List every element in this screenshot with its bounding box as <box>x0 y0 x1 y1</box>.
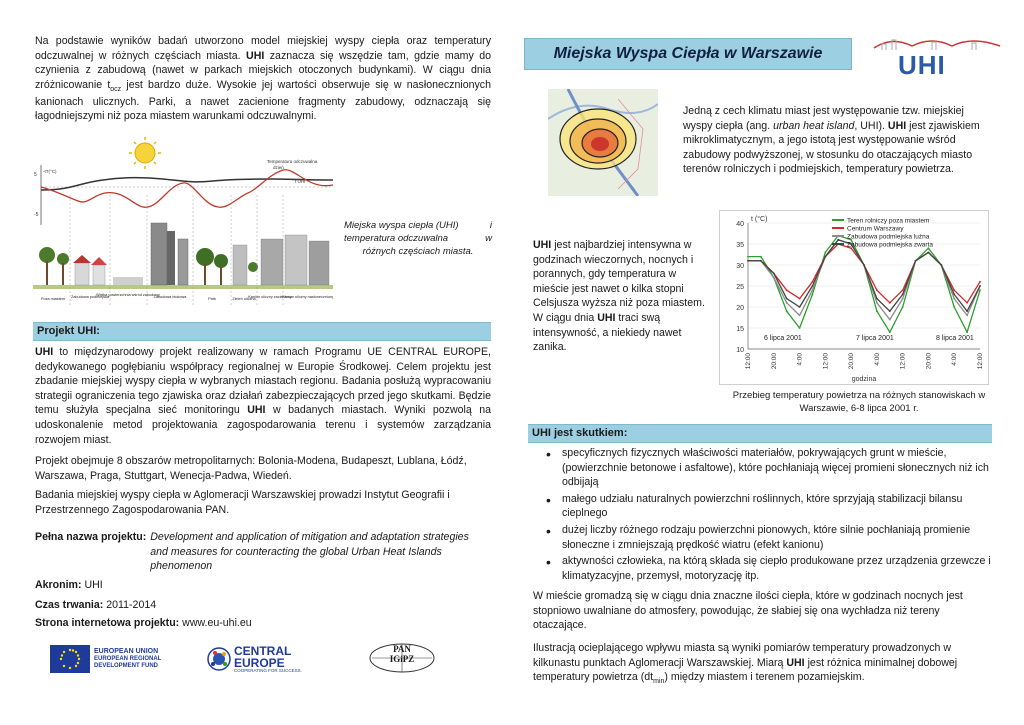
svg-text:Zabudowa blokowa: Zabudowa blokowa <box>153 295 187 299</box>
series-point <box>747 260 749 262</box>
intro-paragraph: Na podstawie wyników badań utworzono model miejskiej wyspy ciepła oraz temperatury odczuwalnej w różnych częściach miasta. UHI zaznacza się wszędzie tam, gdzie mamy do czynienia z zabudową (nawet w parkach miejskich otoczonych budynkami). W ciągu dnia zróżnicowanie $t_{ocz}$ jest bardzo duże. Wysokie jej wartości obserwuje się w nasłonecznionych kanionach ulicznych. Parki, a nawet zacienione fragmenty zabudowy, odznaczają się łagodniejszymi niż poza miastem warunkami odczuwalnymi. <box>35 35 491 123</box>
series-point <box>786 310 788 312</box>
svg-text:-tT(°C): -tT(°C) <box>43 169 57 174</box>
series-point <box>889 302 891 304</box>
effect-item: • specyficznych fizycznych właściwości materiałów, pokrywających grunt w mieście, (powierzchnie betonowe i asfaltowe), które pochłaniają więcej promieni słonecznych niż ich odbijają <box>536 446 992 490</box>
pan-logo: PAN IGiPZ <box>368 642 436 674</box>
series-point <box>889 331 891 333</box>
day-label: 7 lipca 2001 <box>856 335 894 342</box>
series-point <box>876 302 878 304</box>
x-tick-label: 12:00 <box>745 353 752 370</box>
series-point <box>953 298 955 300</box>
y-tick-label: 10 <box>736 347 744 354</box>
day-label: 6 lipca 2001 <box>764 335 802 342</box>
svg-text:dzień: dzień <box>273 165 284 170</box>
series-point <box>799 315 801 317</box>
series-point <box>979 281 981 283</box>
series-point <box>876 310 878 312</box>
series-point <box>940 264 942 266</box>
x-tick-label: 12:00 <box>899 353 907 370</box>
temperature-chart <box>719 210 989 385</box>
series-point <box>889 310 891 312</box>
series-point <box>760 256 762 258</box>
effect-item: • dużej liczby różnego rodzaju powierzchni pionowych, które silnie pochłaniają promienie słoneczne i zmniejszają prędkość wiatru (efekt kanionu) <box>536 523 992 552</box>
series-point <box>953 294 955 296</box>
x-tick-label: 20:00 <box>925 353 933 370</box>
series-point <box>773 273 775 275</box>
project-header: Projekt UHI: <box>33 322 491 341</box>
series-point <box>799 298 801 300</box>
day-label: 8 lipca 2001 <box>936 335 974 342</box>
intensity-paragraph: UHI jest najbardziej intensywna w godzinach wieczornych, nocnych i porannych, gdy temperatura w mieście jest nawet o kilka stopni Celsjusza wyższa niż poza miastem. W ciągu dnia UHI traci swą intensywność, a niekiedy nawet zanika. <box>533 239 705 354</box>
measurement-paragraph: Ilustracją ocieplającego wpływu miasta są wyniki pomiarów temperatury prowadzonych w kilkunastu punktach Aglomeracji Warszawskiej. Miarą UHI jest różnica minimalnej dobowej temperatury powietrza $(dt_{min})$ między miastem i terenem pozamiejskim. <box>533 642 958 686</box>
svg-text:Park: Park <box>208 297 216 301</box>
project-duration: Czas trwania: 2011-2014 <box>35 599 157 611</box>
series-point <box>966 310 968 312</box>
project-acronym: Akronim: UHI <box>35 579 103 591</box>
svg-text:Poza miastem: Poza miastem <box>40 297 66 301</box>
svg-text:Zieleń uliczna: Zieleń uliczna <box>232 297 256 301</box>
x-tick-label: 12:00 <box>977 353 984 370</box>
y-axis-label: t (°C) <box>751 216 768 223</box>
x-tick-label: 12:00 <box>822 353 830 370</box>
series-point <box>837 239 839 241</box>
chart-caption: Przebieg temperatury powietrza na różnych stanowiskach w Warszawie, 6-8 lipca 2001 r. <box>732 390 986 414</box>
series-point <box>747 256 749 258</box>
series-point <box>812 289 814 291</box>
y-tick-label: 20 <box>736 305 744 312</box>
series-point <box>824 256 826 258</box>
series-line <box>748 233 980 333</box>
x-tick-label: 4:00 <box>873 353 881 366</box>
legend-label: Zabudowa podmiejska zwarta <box>847 241 933 249</box>
series-point <box>773 277 775 279</box>
page-title: Miejska Wyspa Ciepła w Warszawie <box>524 38 852 70</box>
svg-text:Kanion uliczny nasłoneczniony: Kanion uliczny nasłoneczniony <box>282 295 333 299</box>
temperature-chart-svg <box>720 211 988 384</box>
series-point <box>786 302 788 304</box>
svg-text:Wielka powierzchnia wśród zabu: Wielka powierzchnia wśród zabudowy <box>96 293 160 297</box>
x-tick-label: 4:00 <box>796 353 804 366</box>
y-tick-label: 35 <box>736 242 744 249</box>
legend-label: Centrum Warszawy <box>847 225 904 233</box>
series-point <box>786 298 788 300</box>
effects-list <box>536 446 992 585</box>
series-point <box>966 302 968 304</box>
x-tick-label: 4:00 <box>951 353 959 366</box>
series-point <box>902 289 904 291</box>
legend-label: Teren rolniczy poza miastem <box>847 217 930 225</box>
x-tick-label: 20:00 <box>770 353 778 370</box>
definition-paragraph: Jedną z cech klimatu miast jest występowanie tzw. miejskiej wyspy ciepła (ang. urban heat island, UHI). UHI jest zjawiskiem mikroklimatycznym, a jego istotą jest występowanie wśród zabudowy podwyższonej, w stosunku do otaczających miasto terenów rolniczych i podmiejskich, temperatury powietrza. <box>683 105 980 176</box>
series-point <box>812 285 814 287</box>
series-point <box>812 294 814 296</box>
project-description: UHI to międzynarodowy projekt realizowany w ramach Programu UE CENTRAL EUROPE, dedykowanego pogłębianiu współpracy regionalnej w Europie Środkowej. Celem projektu jest zbadanie miejskiej wyspy ciepła w wybranych miastach regionu. Badania posłużą wypracowaniu strategii ograniczenia tego zjawiska oraz działań zabezpieczających przed jego skutkami. Będzie temu służyła specjalna sieć monitoringu UHI w badanych miastach. Wyniki pozwolą na udoskonalenie metod projektowania zagospodarowania terenu i systemów zarządzania rozwojem miast. <box>35 346 491 446</box>
legend-label: Zabudowa podmiejska luźna <box>847 233 930 241</box>
x-axis-label: godzina <box>851 376 877 383</box>
eu-logo: EUROPEAN UNION EUROPEAN REGIONAL DEVELOPMENT FUND <box>50 645 161 673</box>
svg-text:Zabudowa podmiejska: Zabudowa podmiejska <box>71 295 109 299</box>
svg-text:-5: -5 <box>34 212 39 218</box>
illustration-caption: Miejska wyspa ciepła (UHI) i temperatura odczuwalna w różnych częściach miasta. <box>344 220 492 257</box>
series-point <box>966 315 968 317</box>
series-point <box>902 306 904 308</box>
series-point <box>863 264 865 266</box>
central-europe-logo: CENTRAL EUROPE COOPERATING FOR SUCCESS. <box>207 645 302 674</box>
x-tick-label: 20:00 <box>848 353 856 370</box>
series-point <box>902 294 904 296</box>
series-point <box>953 289 955 291</box>
uhi-diagram <box>33 135 333 313</box>
y-tick-label: 15 <box>736 326 744 333</box>
effect-item: • aktywności człowieka, na którą składa się ciepło produkowane przez urządzenia grzewcze i klimatyzacyjne, przemysł, motoryzację itp. <box>536 554 992 583</box>
y-tick-label: 30 <box>736 263 744 270</box>
series-point <box>889 319 891 321</box>
series-point <box>876 298 878 300</box>
series-point <box>824 252 826 254</box>
y-tick-label: 25 <box>736 284 744 291</box>
series-point <box>786 289 788 291</box>
uhi-map <box>548 89 658 196</box>
y-tick-label: 40 <box>736 221 744 228</box>
effects-header: UHI jest skutkiem: <box>528 424 992 443</box>
series-point <box>979 289 981 291</box>
warsaw-uhi-map <box>548 89 658 196</box>
uhi-logo: UHI <box>872 34 1002 78</box>
series-point <box>812 281 814 283</box>
series-point <box>915 260 917 262</box>
series-point <box>966 331 968 333</box>
series-point <box>799 327 801 329</box>
globe-icon <box>207 647 231 671</box>
svg-text:t UHI: t UHI <box>295 179 306 184</box>
series-point <box>928 252 930 254</box>
svg-text:5: 5 <box>34 172 37 178</box>
series-point <box>953 306 955 308</box>
project-fullname: Pełna nazwa projektu: Development and application of mitigation and adaptation strategies and measures for counteracting the global Urban Heat Islands phenomenon <box>35 531 469 573</box>
eu-flag-icon <box>50 645 90 673</box>
series-point <box>876 289 878 291</box>
uhi-illustration <box>33 135 333 313</box>
series-point <box>902 298 904 300</box>
project-areas: Projekt obejmuje 8 obszarów metropolitarnych: Bolonia-Modena, Budapeszt, Lublana, Łódź, Warszawa, Praga, Stuttgart, Wenecja-Padwa, Wiedeń. <box>35 455 467 482</box>
series-point <box>760 260 762 262</box>
svg-text:Temperatura odczuwalna: Temperatura odczuwalna <box>267 159 318 164</box>
website-link[interactable]: www.eu-uhi.eu <box>182 617 252 629</box>
series-point <box>979 285 981 287</box>
project-institute: Badania miejskiej wyspy ciepła w Aglomeracji Warszawskiej prowadzi Instytut Geografii i Przestrzennego Zagospodarowania PAN. <box>35 489 450 516</box>
series-point <box>799 306 801 308</box>
effect-item: • małego udziału naturalnych powierzchni roślinnych, które sprzyjają stabilizacji bilansu cieplnego <box>536 492 992 521</box>
project-website: Strona internetowa projektu: www.eu-uhi.eu <box>35 617 252 629</box>
svg-text:Kanion uliczny zacieniony: Kanion uliczny zacieniony <box>248 295 292 299</box>
heat-accumulation-paragraph: W mieście gromadzą się w ciągu dnia znaczne ilości ciepła, które w godzinach nocnych jest stopniowo uwalniane do atmosfery, powodując, że słabiej się ona wychładza niż tereny otaczające. <box>533 590 963 632</box>
